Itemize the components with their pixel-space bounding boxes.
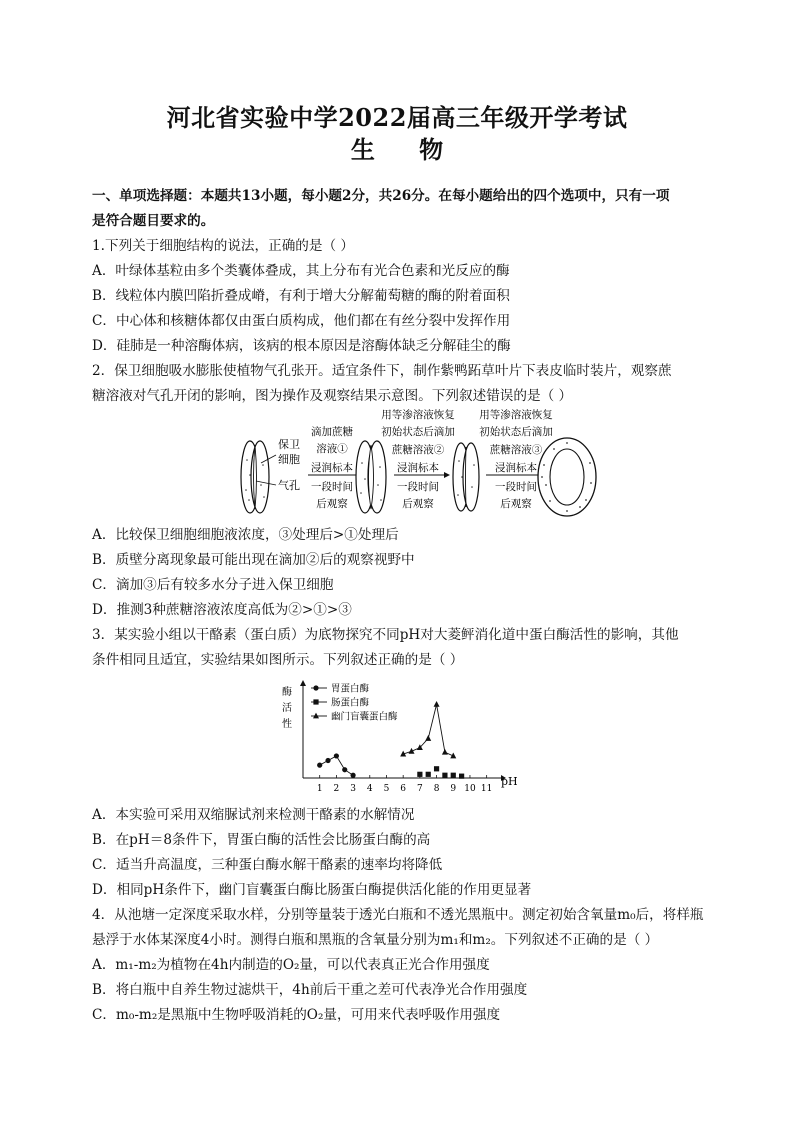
- q3-option-d: D．相同pH条件下，幽门盲囊蛋白酶比肠蛋白酶提供活化能的作用更显著: [92, 882, 532, 898]
- label-cell: 细胞: [278, 453, 300, 466]
- x-tick-label: 3: [350, 784, 356, 794]
- data-point: [426, 772, 431, 777]
- label-guard: 保卫: [278, 438, 300, 451]
- q2-option-d: D．推测3种蔗糖溶液浓度高低为②>①>③: [92, 602, 352, 618]
- data-point: [425, 735, 431, 741]
- data-point: [442, 773, 447, 778]
- y-axis-label-1: 酶: [282, 687, 292, 698]
- q2-option-c: C．滴加③后有较多水分子进入保卫细胞: [92, 577, 334, 593]
- q3-option-c: C．适当升高温度，三种蛋白酶水解干酪素的速率均将降低: [92, 857, 443, 873]
- data-point: [417, 772, 422, 777]
- data-point: [325, 758, 330, 763]
- label-pore: 气孔: [278, 479, 300, 492]
- step1-line1: 滴加蔗糖: [311, 426, 353, 438]
- q4-stem: 4．从池塘一定深度采取水样，分别等量装于透光白瓶和不透光黑瓶中。测定初始含氧量m₀后，将样瓶: [92, 907, 704, 923]
- step2-line1: 用等渗溶液恢复: [381, 409, 455, 421]
- q1-option-b: B．线粒体内膜凹陷折叠成嵴，有利于增大分解葡萄糖的酶的附着面积: [92, 288, 510, 304]
- series-line: [320, 756, 353, 775]
- legend-label: 幽门盲囊蛋白酶: [331, 711, 398, 723]
- series-circle: [317, 753, 356, 778]
- q3-option-b: B．在pH＝8条件下，胃蛋白酶的活性会比肠蛋白酶的高: [92, 832, 431, 848]
- x-tick-label: 1: [316, 784, 323, 794]
- x-tick-label: 11: [480, 784, 493, 794]
- step2-line5: 一段时间: [397, 481, 439, 493]
- q2-stem-cont: 糖溶液对气孔开闭的影响，图为操作及观察结果示意图。下列叙述错误的是（ ）: [92, 388, 573, 404]
- y-axis-arrow: [300, 680, 306, 686]
- data-point: [434, 766, 439, 771]
- data-point: [451, 773, 456, 778]
- q2-option-a: A．比较保卫细胞细胞液浓度，③处理后>①处理后: [92, 527, 399, 543]
- step2-line2: 初始状态后滴加: [381, 426, 455, 438]
- step1-line4: 一段时间: [311, 481, 353, 493]
- exam-title: 河北省实验中学2022届高三年级开学考试: [166, 103, 628, 132]
- x-tick-label: 4: [366, 784, 373, 794]
- stomata-after-3: [538, 438, 596, 516]
- q4-stem-cont: 悬浮于水体某深度4小时。测得白瓶和黑瓶的含氧量分别为m₁和m₂。下列叙述不正确的是（ ）: [92, 932, 659, 948]
- stomata-after-1: [356, 441, 386, 513]
- subject-title: 生 物: [350, 135, 462, 164]
- x-tick-label: 2: [333, 784, 340, 794]
- data-point: [350, 773, 355, 778]
- series-line: [403, 704, 453, 756]
- q2-figure: [230, 405, 600, 523]
- q1-option-d: D．硅肺是一种溶酶体病，该病的根本原因是溶酶体缺乏分解硅尘的酶: [92, 338, 511, 354]
- stomata-initial: [241, 441, 269, 513]
- data-point: [434, 701, 440, 707]
- step3-line6: 后观察: [500, 498, 532, 510]
- data-point: [459, 774, 464, 779]
- q1-option-c: C．中心体和核糖体都仅由蛋白质构成，他们都在有丝分裂中发挥作用: [92, 313, 511, 329]
- legend-marker: [313, 713, 319, 719]
- q2-stem: 2．保卫细胞吸水膨胀使植物气孔张开。适宜条件下，制作紫鸭跖草叶片下表皮临时装片，观察蔗: [92, 363, 672, 379]
- x-tick-label: 9: [450, 784, 457, 794]
- data-point: [342, 767, 347, 772]
- x-tick-label: 8: [433, 784, 440, 794]
- legend-label: 肠蛋白酶: [331, 697, 370, 709]
- step3-line4: 浸润标本: [495, 462, 537, 474]
- y-axis-label-3: 性: [282, 719, 292, 730]
- enzyme-activity-chart: [275, 678, 518, 802]
- stomata-after-2: [453, 443, 479, 511]
- section-heading: 一、单项选择题：本题共13小题，每小题2分，共26分。在每小题给出的四个选项中，只有一项: [92, 188, 670, 204]
- y-axis-label-2: 活: [282, 703, 292, 714]
- q3-stem-cont: 条件相同且适宜，实验结果如图所示。下列叙述正确的是（ ）: [92, 652, 464, 668]
- x-tick-label: 6: [400, 784, 407, 794]
- step3-line2: 初始状态后滴加: [479, 426, 553, 438]
- step1-line5: 后观察: [316, 498, 348, 510]
- x-axis-label: pH: [501, 775, 518, 788]
- data-point: [334, 753, 339, 758]
- series-square: [417, 766, 464, 779]
- step2-line6: 后观察: [402, 498, 434, 510]
- q4-option-b: B．将白瓶中自养生物过滤烘干，4h前后干重之差可代表净光合作用强度: [92, 982, 528, 998]
- step3-line1: 用等渗溶液恢复: [479, 409, 553, 421]
- q1-stem: 1.下列关于细胞结构的说法，正确的是（ ）: [92, 238, 354, 254]
- step1-line3: 浸润标本: [311, 462, 353, 474]
- legend-marker: [313, 699, 318, 704]
- section-heading-cont: 是符合题目要求的。: [92, 213, 215, 229]
- q3-option-a: A．本实验可采用双缩脲试剂来检测干酪素的水解情况: [92, 807, 415, 823]
- x-tick-label: 10: [464, 784, 476, 794]
- series-triangle: [400, 701, 456, 758]
- legend-marker: [313, 685, 318, 690]
- data-point: [442, 749, 448, 755]
- x-tick-label: 7: [417, 784, 423, 794]
- q3-stem: 3．某实验小组以干酪素（蛋白质）为底物探究不同pH对大菱鲆消化道中蛋白酶活性的影响，其他: [92, 627, 679, 643]
- step3-line5: 一段时间: [495, 481, 537, 493]
- q4-option-c: C．m₀-m₂是黑瓶中生物呼吸消耗的O₂量，可用来代表呼吸作用强度: [92, 1007, 501, 1023]
- legend-label: 胃蛋白酶: [331, 683, 370, 695]
- q1-option-a: A．叶绿体基粒由多个类囊体叠成，其上分布有光合色素和光反应的酶: [92, 263, 510, 279]
- step1-line2: 溶液①: [316, 443, 348, 455]
- x-tick-label: 5: [383, 784, 390, 794]
- step2-line3: 蔗糖溶液②: [391, 444, 445, 456]
- q4-option-a: A．m₁-m₂为植物在4h内制造的O₂量，可以代表真正光合作用强度: [92, 957, 490, 973]
- step3-line3: 蔗糖溶液③: [489, 444, 543, 456]
- data-point: [317, 763, 322, 768]
- chart-legend: [311, 683, 398, 723]
- q2-option-b: B．质壁分离现象最可能出现在滴加②后的观察视野中: [92, 552, 415, 568]
- step2-line4: 浸润标本: [397, 462, 439, 474]
